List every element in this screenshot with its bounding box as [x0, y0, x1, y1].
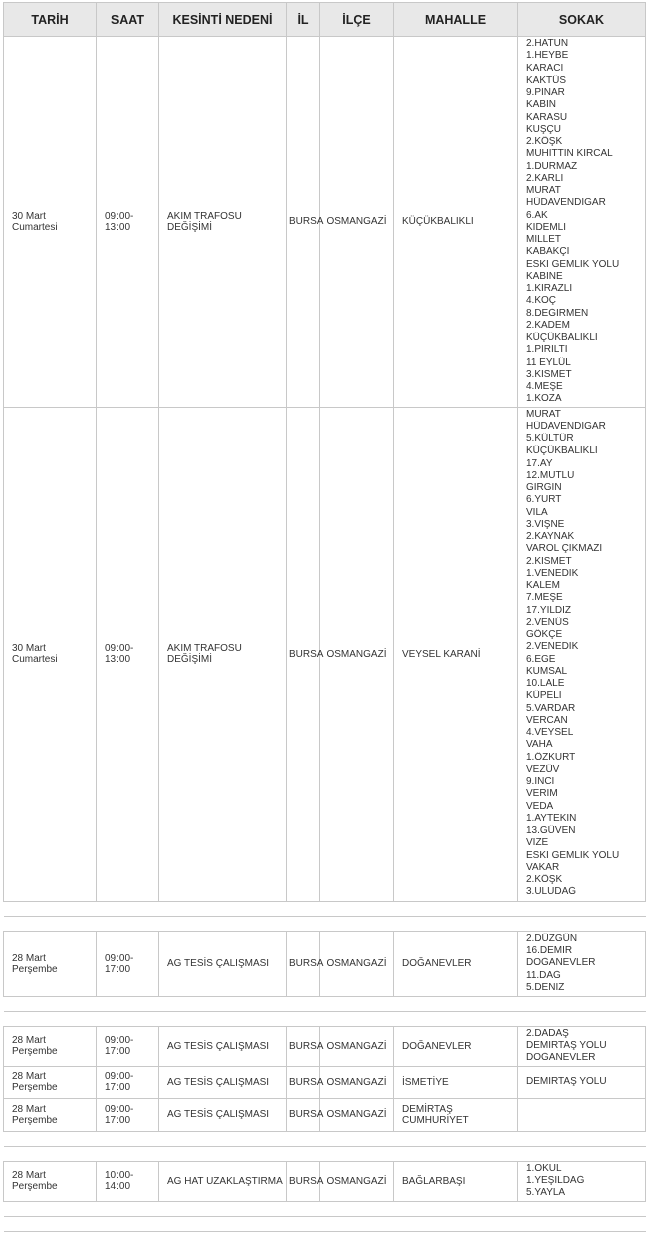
- reason-cell: AKIM TRAFOSU DEĞİŞİMİ: [159, 37, 287, 408]
- mahalle-cell: VEYSEL KARANİ: [394, 407, 518, 901]
- street-name: 10.LALE: [526, 678, 565, 689]
- reason-cell: AG TESİS ÇALIŞMASI: [159, 1026, 287, 1066]
- header-mahalle: MAHALLE: [394, 3, 518, 37]
- street-name: 13.GÜVEN: [526, 825, 576, 836]
- streets-cell: [518, 1066, 646, 1098]
- street-name: VERİM: [526, 788, 558, 800]
- street-name: 6.AK: [526, 209, 548, 221]
- mahalle-cell: DOĞANEVLER: [394, 931, 518, 996]
- street-name: 17.YILDIZ: [526, 604, 572, 616]
- street-name: 4.KOÇ: [526, 295, 557, 307]
- mahalle-cell: KÜÇÜKBALIKLI: [394, 37, 518, 408]
- street-name: 2.KÖŞK: [526, 136, 563, 147]
- street-name: 6.YURT: [526, 494, 562, 506]
- time-cell: 10:00-14:00: [97, 1161, 159, 1201]
- streets-cell: [518, 931, 646, 996]
- table-row: [4, 407, 646, 901]
- street-name: 2.KAYNAK: [526, 531, 575, 542]
- date-cell: 28 Mart Perşembe: [4, 931, 97, 996]
- il-cell: BURSA: [287, 931, 320, 996]
- mahalle-cell: İSMETİYE: [394, 1066, 518, 1098]
- street-name: DEMİRTAŞ YOLU: [526, 1075, 607, 1087]
- date-cell: 28 Mart Perşembe: [4, 1066, 97, 1098]
- street-name: 5.KÜLTÜR: [526, 433, 574, 444]
- ilce-cell: OSMANGAZİ: [320, 1026, 394, 1066]
- streets-cell: [518, 407, 646, 901]
- street-name: 1.DURMAZ: [526, 160, 578, 172]
- streets-cell: [518, 1161, 646, 1201]
- date-cell: 30 Mart Cumartesi: [4, 407, 97, 901]
- street-name: 2.KADEM: [526, 319, 570, 331]
- street-name: DEMİRTAŞ YOLU: [526, 1039, 607, 1051]
- ilce-cell: OSMANGAZİ: [320, 931, 394, 996]
- header-tarih: TARİH: [4, 3, 97, 37]
- street-name: KUŞÇU: [526, 123, 562, 135]
- street-name: 2.KÖŞK: [526, 874, 563, 885]
- table-header-row: [4, 3, 646, 37]
- date-cell: 28 Mart Perşembe: [4, 1161, 97, 1201]
- il-cell: BURSA: [287, 1161, 320, 1201]
- reason-cell: AG TESİS ÇALIŞMASI: [159, 931, 287, 996]
- ilce-cell: OSMANGAZİ: [320, 37, 394, 408]
- street-name: KAKTÜS: [526, 74, 567, 86]
- street-name: 7.MEŞE: [526, 592, 563, 604]
- il-cell: BURSA: [287, 1098, 320, 1131]
- street-name: 1.AYTEKİN: [526, 812, 577, 824]
- table-row: [4, 1066, 646, 1098]
- spacer-row: [4, 1131, 646, 1161]
- street-name: 5.DENİZ: [526, 982, 565, 994]
- street-name: 1.KOZA: [526, 393, 562, 405]
- reason-cell: AG TESİS ÇALIŞMASI: [159, 1066, 287, 1098]
- spacer-row: [4, 901, 646, 931]
- street-name: 1.HEYBE: [526, 50, 569, 62]
- street-name: 6.EGE: [526, 653, 556, 665]
- streets-cell: [518, 1026, 646, 1066]
- street-name: 2.KISMET: [526, 555, 572, 567]
- street-name: MİLLET: [526, 234, 562, 245]
- street-name: ESKİ GEMLİK YOLU: [526, 258, 620, 270]
- street-name: VERCAN: [526, 714, 568, 726]
- date-cell: 30 Mart Cumartesi: [4, 37, 97, 408]
- street-name: VEZÜV: [526, 763, 560, 775]
- street-name: MURAT: [526, 185, 561, 196]
- il-cell: BURSA: [287, 407, 320, 901]
- street-name: 3.ULUDAĞ: [526, 886, 577, 898]
- reason-cell: AG TESİS ÇALIŞMASI: [159, 1098, 287, 1131]
- street-name: KABİN: [526, 99, 557, 111]
- street-name: KIDEMLİ: [526, 221, 567, 233]
- il-cell: BURSA: [287, 1066, 320, 1098]
- streets-cell: [518, 1098, 646, 1131]
- street-name: KÜÇÜKBALIKLI: [526, 445, 598, 457]
- header-saat: SAAT: [97, 3, 159, 37]
- street-name: 1.KİRAZLI: [526, 283, 573, 294]
- street-name: KALEM: [526, 580, 560, 591]
- street-name: 5.VARDAR: [526, 702, 576, 714]
- street-name: 1.YEŞİLDAĞ: [526, 1175, 585, 1187]
- street-name: 9.İNCİ: [526, 776, 555, 787]
- ilce-cell: OSMANGAZİ: [320, 1066, 394, 1098]
- street-name: MUHİTTİN KIRCAL: [526, 148, 613, 160]
- street-name: 1.OKUL: [526, 1162, 562, 1174]
- il-cell: BURSA: [287, 1026, 320, 1066]
- header-kesinti-nedeni: KESİNTİ NEDENİ: [159, 3, 287, 37]
- street-name: 17.AY: [526, 457, 553, 469]
- table-row: [4, 1098, 646, 1131]
- spacer-row: [4, 1201, 646, 1231]
- street-name: 1.PIRILTI: [526, 344, 568, 356]
- street-name: 11 EYLÜL: [526, 356, 571, 368]
- table-row: [4, 1026, 646, 1066]
- street-name: 2.VENÜS: [526, 616, 569, 628]
- street-name: 1.ÖZKURT: [526, 751, 576, 763]
- street-name: VİLA: [526, 506, 548, 518]
- header-il: İL: [287, 3, 320, 37]
- street-name: 2.VENEDİK: [526, 641, 579, 653]
- street-name: 12.MUTLU: [526, 469, 575, 481]
- street-name: KARACI: [526, 62, 564, 74]
- ilce-cell: OSMANGAZİ: [320, 1098, 394, 1131]
- time-cell: 09:00-17:00: [97, 1098, 159, 1131]
- street-name: VAKAR: [526, 861, 560, 873]
- reason-cell: AKIM TRAFOSU DEĞİŞİMİ: [159, 407, 287, 901]
- time-cell: 09:00-17:00: [97, 1066, 159, 1098]
- street-name: VAHA: [526, 739, 553, 751]
- street-name: 4.VEYSEL: [526, 727, 574, 738]
- street-name: KABİNE: [526, 270, 563, 282]
- il-cell: BURSA: [287, 37, 320, 408]
- street-name: VİZE: [526, 837, 549, 849]
- mahalle-cell: DOĞANEVLER: [394, 1026, 518, 1066]
- street-name: KUMSAL: [526, 665, 568, 677]
- street-name: KARASU: [526, 111, 568, 123]
- time-cell: 09:00-13:00: [97, 407, 159, 901]
- street-name: MURAT: [526, 408, 561, 420]
- street-name: 2.HATUN: [526, 38, 569, 49]
- street-name: DOĞANEVLER: [526, 1052, 596, 1064]
- mahalle-cell: DEMİRTAŞ CUMHURİYET: [394, 1098, 518, 1131]
- power-outage-table: [3, 2, 646, 1232]
- time-cell: 09:00-17:00: [97, 931, 159, 996]
- date-cell: 28 Mart Perşembe: [4, 1026, 97, 1066]
- time-cell: 09:00-17:00: [97, 1026, 159, 1066]
- street-name: HÜDAVENDİGAR: [526, 197, 606, 209]
- street-name: 3.VİŞNE: [526, 518, 565, 530]
- street-name: KABAKÇI: [526, 246, 570, 258]
- header-ilce: İLÇE: [320, 3, 394, 37]
- street-name: 5.YAYLA: [526, 1187, 566, 1199]
- street-name: DOĞANEVLER: [526, 957, 596, 969]
- street-name: GİRGİN: [526, 482, 562, 493]
- ilce-cell: OSMANGAZİ: [320, 407, 394, 901]
- ilce-cell: OSMANGAZİ: [320, 1161, 394, 1201]
- street-name: 9.PINAR: [526, 87, 565, 98]
- street-name: KÜPELİ: [526, 690, 562, 702]
- header-sokak: SOKAK: [518, 3, 646, 37]
- spacer-row: [4, 996, 646, 1026]
- street-name: 3.KISMET: [526, 368, 572, 380]
- street-name: 2.DADAŞ: [526, 1027, 569, 1039]
- table-row: [4, 931, 646, 996]
- reason-cell: AG HAT UZAKLAŞTIRMA: [159, 1161, 287, 1201]
- street-name: 2.KARLI: [526, 172, 564, 184]
- streets-cell: [518, 37, 646, 408]
- table-row: [4, 1161, 646, 1201]
- street-name: VEDA: [526, 800, 554, 812]
- street-name: 2.DÜZGÜN: [526, 932, 578, 944]
- street-name: ESKİ GEMLİK YOLU: [526, 849, 620, 861]
- street-name: KÜÇÜKBALIKLI: [526, 332, 598, 343]
- street-name: 16.DEMİR: [526, 944, 573, 956]
- street-name: 8.DEĞİRMEN: [526, 307, 589, 319]
- time-cell: 09:00-13:00: [97, 37, 159, 408]
- table-row: [4, 37, 646, 408]
- street-name: GÖKÇE: [526, 629, 563, 640]
- mahalle-cell: BAĞLARBAŞI: [394, 1161, 518, 1201]
- street-name: 4.MEŞE: [526, 381, 563, 392]
- date-cell: 28 Mart Perşembe: [4, 1098, 97, 1131]
- street-name: 11.DAĞ: [526, 969, 561, 981]
- street-name: 1.VENEDİK: [526, 567, 579, 579]
- street-name: VAROL ÇIKMAZI: [526, 543, 603, 555]
- street-name: HÜDAVENDİGAR: [526, 420, 606, 432]
